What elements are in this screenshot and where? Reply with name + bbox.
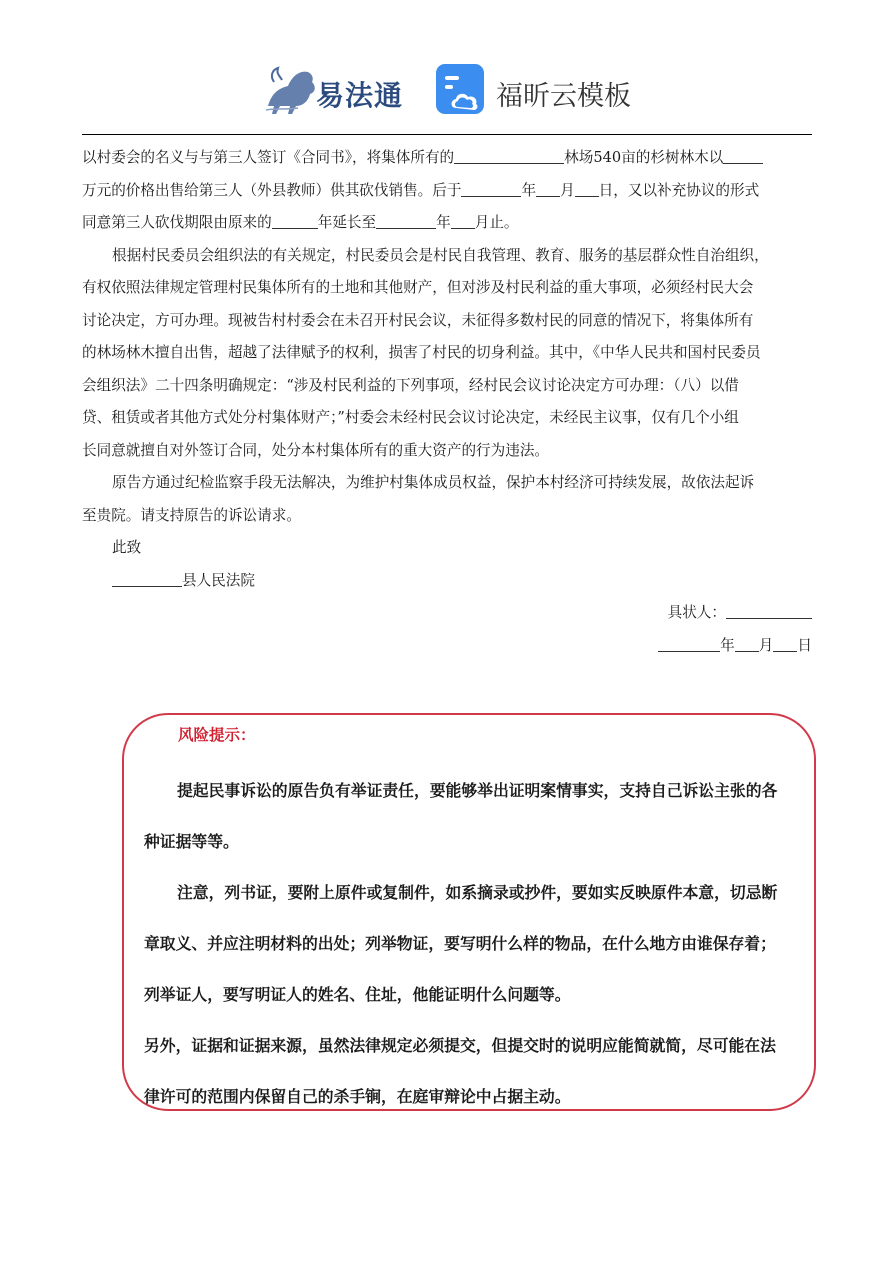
p2-line: 贷、租赁或者其他方式处分村集体财产；”村委会未经村民会议讨论决定，未经民主议事，仅有几个小组 (82, 409, 739, 426)
header (0, 58, 893, 124)
p2-line: 会组织法》二十四条明确规定：“涉及村民利益的下列事项，经村民会议讨论决定方可办理：（八）以借 (82, 376, 739, 394)
text: 万元的价格出售给第三人（外县教师）供其砍伐销售。后于 (82, 181, 462, 199)
blank-field (461, 178, 521, 197)
signer-line (82, 597, 812, 630)
cloud-template-icon (436, 64, 486, 116)
court-line (82, 565, 812, 598)
blank-field (536, 178, 560, 197)
risk-line: 另外，证据和证据来源，虽然法律规定必须提交，但提交时的说明应能简就简，尽可能在法 (144, 1036, 776, 1055)
brand-right-text: 福昕云模板 (496, 81, 631, 112)
p2-line: 长同意就擅自对外签订合同，处分本村集体所有的重大资产的行为违法。 (82, 441, 550, 459)
date-year: 年 (720, 636, 735, 654)
text: 以村委会的名义与与第三人签订《合同书》，将集体所有的 (82, 149, 455, 166)
risk-line: 章取义、并应注明材料的出处；列举物证，要写明什么样的物品，在什么地方由谁保存着； (144, 934, 776, 953)
p3-line: 原告方通过纪检监察手段无法解决，为维护村集体成员权益，保护本村经济可持续发展，故依法起诉 (112, 474, 755, 491)
court-text: 县人民法院 (182, 571, 255, 589)
p3-line: 至贵院。请支持原告的诉讼请求。 (82, 506, 301, 524)
qilin-icon (262, 62, 320, 118)
p1-line-3 (82, 207, 812, 240)
signer-label: 具状人： (667, 604, 726, 621)
text: 日，又以补充协议的形式 (598, 181, 760, 199)
risk-line: 律许可的范围内保留自己的杀手锏，在庭审辩论中占据主动。 (144, 1087, 571, 1106)
risk-line: 列举证人，要写明证人的姓名、住址，他能证明什么问题等。 (144, 985, 571, 1004)
blank-field (773, 633, 797, 652)
blank-field (575, 178, 599, 197)
risk-body (144, 765, 822, 1122)
brand-left-text: 易法通 (316, 79, 404, 112)
text: 同意第三人砍伐期限由原来的 (82, 214, 272, 231)
blank-field (376, 210, 436, 229)
blank-field (735, 633, 759, 652)
p2-line: 有权依照法律规定管理村民集体所有的土地和其他财产，但对涉及村民利益的重大事项，必须经村民大会 (82, 279, 754, 296)
blank-field (658, 633, 720, 652)
risk-line: 种证据等等。 (144, 832, 239, 851)
p1-line-1 (82, 142, 812, 175)
p1-line-2 (82, 175, 812, 208)
p2-line: 根据村民委员会组织法的有关规定，村民委员会是村民自我管理、教育、服务的基层群众性自治组织， (112, 246, 769, 264)
risk-title: 风险提示： (178, 726, 256, 744)
blank-field (112, 568, 182, 587)
text: 月 (560, 181, 575, 199)
yifatong-logo (262, 62, 412, 118)
risk-line: 注意，列书证，要附上原件或复制件，如系摘录或抄件，要如实反映原件本意，切忌断 (177, 883, 778, 902)
text: 年 (521, 181, 537, 199)
blank-field (723, 145, 763, 164)
text: 年延长至 (317, 214, 377, 231)
text: 月止。 (474, 214, 519, 231)
p2-line: 讨论决定，方可办理。现被告村村委会在未召开村民会议，未征得多数村民的同意的情况下，将集体所有 (82, 311, 754, 329)
salutation: 此致 (112, 539, 142, 556)
blank-field (451, 210, 475, 229)
text: 年 (436, 214, 451, 231)
header-divider (82, 134, 812, 135)
risk-notice-box (122, 713, 816, 1111)
p2-line: 的林场林木擅自出售，超越了法律赋予的权利，损害了村民的切身利益。其中，《中华人民共和国村民委员 (82, 344, 761, 361)
blank-field (272, 210, 318, 229)
risk-line: 提起民事诉讼的原告负有举证责任，要能够举出证明案情事实，支持自己诉讼主张的各 (177, 781, 778, 800)
blank-field (454, 145, 564, 164)
blank-field (726, 600, 812, 619)
date-day: 日 (797, 636, 812, 654)
date-month: 月 (758, 636, 774, 654)
document-body (82, 142, 812, 662)
fuxin-logo (436, 64, 636, 120)
date-line (82, 630, 812, 663)
text: 林场540亩的杉树林木以 (564, 149, 724, 166)
